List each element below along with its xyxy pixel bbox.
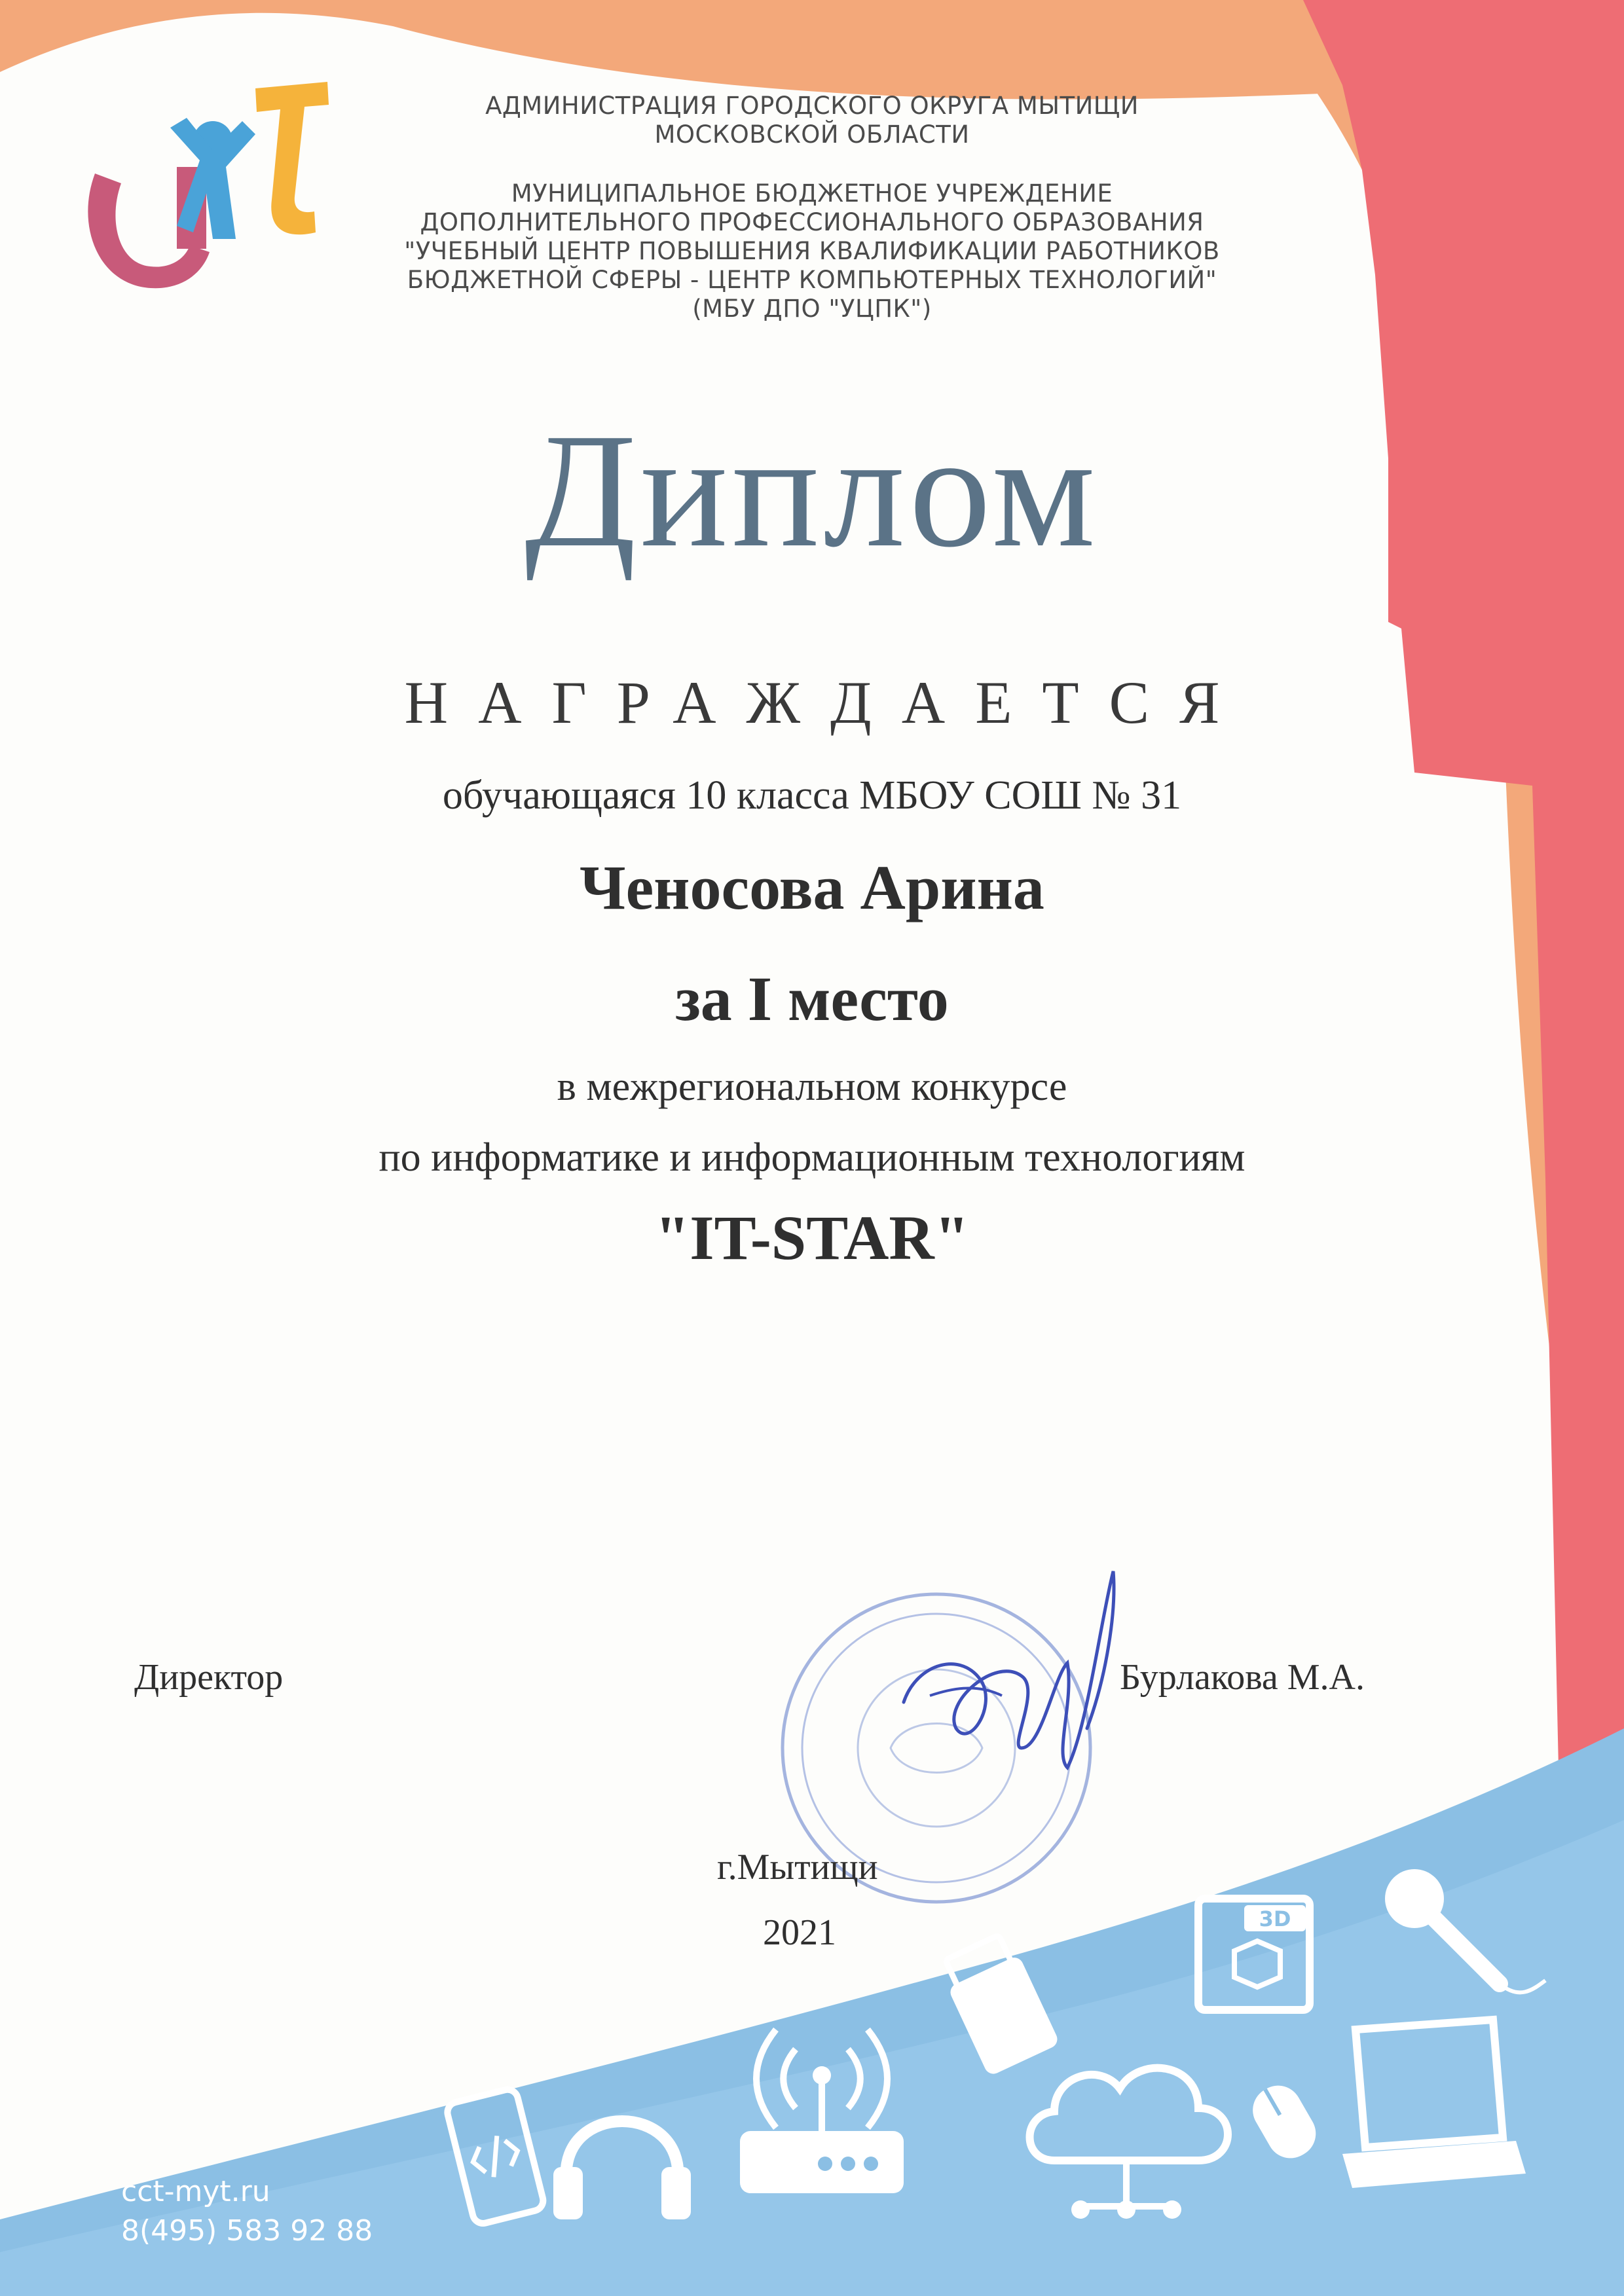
year: 2021 bbox=[763, 1912, 836, 1953]
footer-phone: 8(495) 583 92 88 bbox=[121, 2214, 373, 2248]
microphone-icon bbox=[1385, 1869, 1545, 1992]
footer-website[interactable]: cct-myt.ru bbox=[121, 2175, 270, 2208]
contest-line-1: в межрегиональном конкурсе bbox=[557, 1065, 1067, 1109]
awarded-heading: НАГРАЖДАЕТСЯ bbox=[404, 669, 1250, 736]
wifi-router-icon bbox=[740, 2030, 904, 2193]
header-line-4: ДОПОЛНИТЕЛЬНОГО ПРОФЕССИОНАЛЬНОГО ОБРАЗОВАНИЯ bbox=[420, 208, 1204, 236]
header-line-7: (МБУ ДПО "УЦПК") bbox=[692, 295, 932, 323]
director-label: Директор bbox=[134, 1657, 284, 1698]
header-line-6: БЮДЖЕТНОЙ СФЕРЫ - ЦЕНТР КОМПЬЮТЕРНЫХ ТЕХНОЛОГИЙ" bbox=[407, 266, 1217, 294]
contest-line-2: по информатике и информационным технологиям bbox=[378, 1135, 1246, 1180]
header-line-3: МУНИЦИПАЛЬНОЕ БЮДЖЕТНОЕ УЧРЕЖДЕНИЕ bbox=[511, 179, 1113, 208]
student-name: Ченосова Арина bbox=[580, 852, 1044, 922]
place-awarded: за I место bbox=[675, 964, 949, 1034]
smartphone-icon bbox=[445, 2087, 545, 2225]
headphones-icon bbox=[553, 2121, 691, 2219]
diploma-title: Диплом bbox=[525, 400, 1099, 581]
laptop-icon bbox=[1342, 2020, 1526, 2188]
header-line-2: МОСКОВСКОЙ ОБЛАСТИ bbox=[654, 120, 970, 149]
printer-label: 3D bbox=[1259, 1906, 1291, 1931]
director-name: Бурлакова М.А. bbox=[1120, 1657, 1365, 1698]
cloud-network-icon bbox=[1030, 2068, 1228, 2219]
header-line-5: "УЧЕБНЫЙ ЦЕНТР ПОВЫШЕНИЯ КВАЛИФИКАЦИИ РАБОТНИКОВ bbox=[404, 237, 1220, 265]
header-line-1: АДМИНИСТРАЦИЯ ГОРОДСКОГО ОКРУГА МЫТИЩИ bbox=[485, 92, 1139, 120]
mouse-icon bbox=[1244, 2077, 1324, 2167]
city: г.Мытищи bbox=[717, 1847, 878, 1887]
student-info: обучающаяся 10 класса МБОУ СОШ № 31 bbox=[442, 773, 1182, 818]
usb-drive-icon bbox=[936, 1931, 1060, 2077]
3d-printer-icon bbox=[1198, 1899, 1310, 2010]
contest-name: "IT-STAR" bbox=[654, 1203, 970, 1273]
logo-text: ЦКТ bbox=[202, 301, 204, 302]
